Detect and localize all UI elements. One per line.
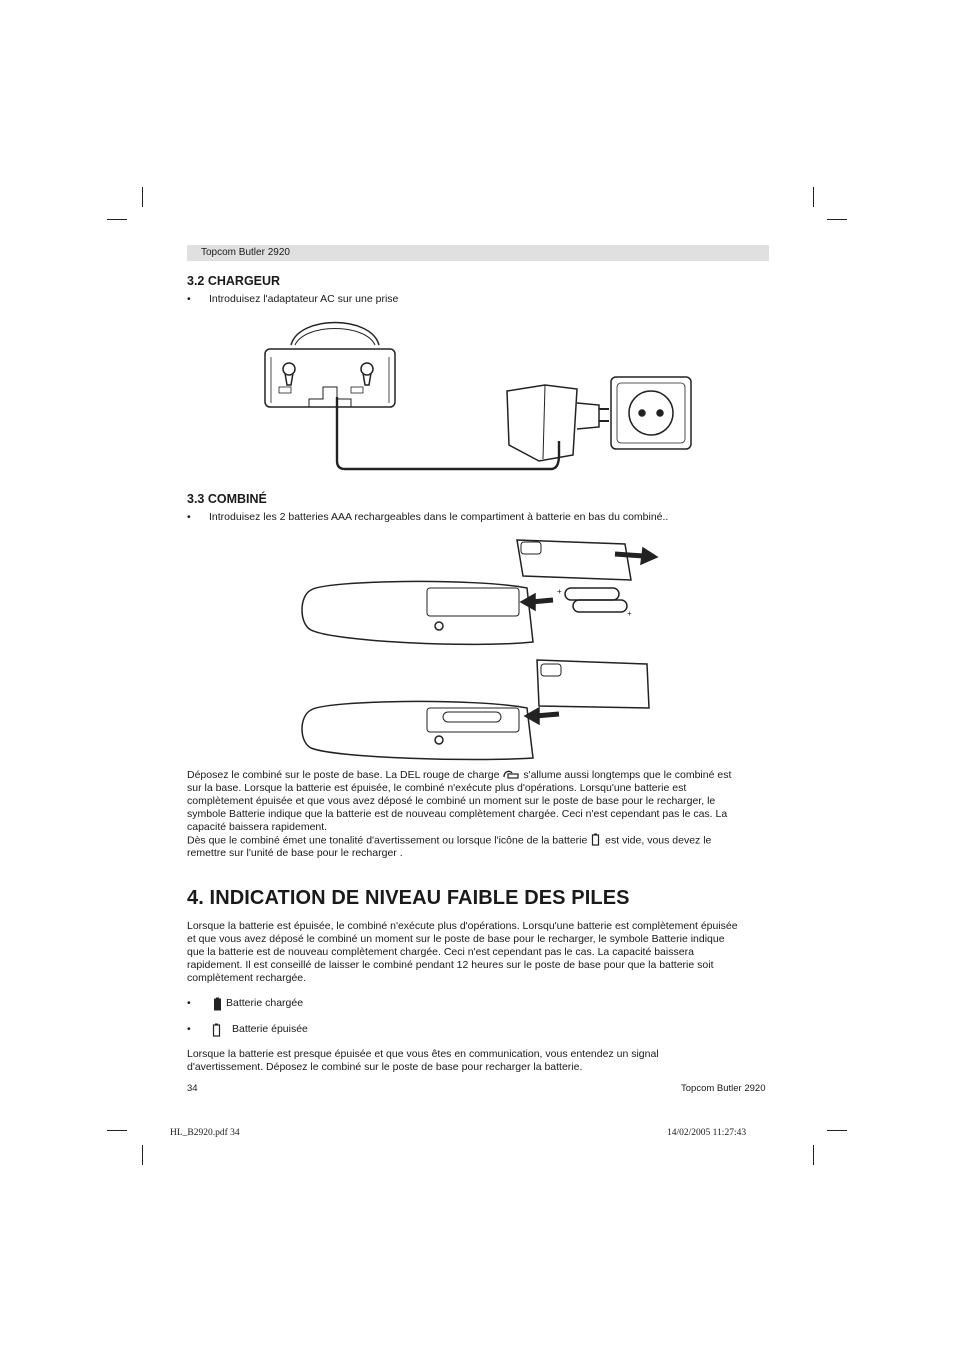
crop-mark bbox=[827, 219, 847, 220]
crop-mark bbox=[827, 1130, 847, 1131]
para-line: complètement rechargée. bbox=[187, 972, 307, 984]
arrow-icon bbox=[615, 554, 643, 556]
para-text: s'allume aussi longtemps que le combiné est bbox=[523, 769, 732, 781]
para-line: remettre sur l'unité de base pour le recharger . bbox=[187, 847, 403, 860]
page-number: 34 bbox=[187, 1083, 198, 1094]
battery-charged-icon bbox=[213, 997, 223, 1011]
para-line: que la batterie est de nouveau complètement chargée. Ceci n'est cependant pas le cas. La capacité baissera bbox=[187, 946, 694, 958]
crop-mark bbox=[107, 1130, 127, 1131]
print-file-info: HL_B2920.pdf 34 bbox=[170, 1128, 240, 1138]
bullet-text: Introduisez l'adaptateur AC sur une prise bbox=[209, 293, 399, 305]
section-title-combine: 3.3 COMBINÉ bbox=[187, 492, 267, 506]
battery-empty-icon bbox=[212, 1023, 222, 1037]
header-title: Topcom Butler 2920 bbox=[201, 247, 290, 258]
charger-illustration bbox=[255, 305, 705, 475]
footer-title: Topcom Butler 2920 bbox=[681, 1083, 766, 1094]
para-line: Lorsque la batterie est épuisée, le combiné n'exécute plus d'opérations. Lorsqu'une batterie est complètement épuisée bbox=[187, 920, 738, 932]
section-title-low-battery: 4. INDICATION DE NIVEAU FAIBLE DES PILES bbox=[187, 887, 630, 909]
para-line: et que vous avez déposé le combiné un moment sur le poste de base pour le recharger, le symbole Batterie indique bbox=[187, 933, 725, 945]
para-text: est vide, vous devez le bbox=[605, 834, 712, 847]
bullet-dot: • bbox=[187, 511, 191, 523]
crop-mark bbox=[813, 1145, 814, 1165]
para-line: rapidement. Il est conseillé de laisser le combiné pendant 12 heures sur le poste de base pour que la batterie soit bbox=[187, 959, 714, 971]
para-line: symbole Batterie indique que la batterie est de nouveau complètement chargée. Ceci n'est cependant pas le cas. La bbox=[187, 808, 728, 820]
handset-battery-illustration bbox=[295, 530, 665, 762]
bullet-text: Introduisez les 2 batteries AAA rechargeables dans le compartiment à batterie en bas du combiné.. bbox=[209, 511, 669, 523]
crop-mark bbox=[107, 219, 127, 220]
bullet-dot: • bbox=[187, 293, 191, 305]
bullet-dot: • bbox=[187, 997, 191, 1009]
para-line: sur la base. Lorsque la batterie est épuisée, le combiné n'exécute plus d'opérations. Lorsqu'une batterie est bbox=[187, 782, 687, 794]
para-line: d'avertissement. Déposez le combiné sur le poste de base pour recharger la batterie. bbox=[187, 1061, 583, 1073]
section-title-chargeur: 3.2 CHARGEUR bbox=[187, 274, 281, 288]
running-header bbox=[187, 245, 769, 261]
crop-mark bbox=[142, 187, 143, 207]
bullet-text: Batterie épuisée bbox=[232, 1023, 308, 1035]
para-line: complètement épuisée et que vous avez déposé le combiné un moment sur le poste de base pour le recharger, le bbox=[187, 795, 716, 807]
low-battery-paragraph bbox=[187, 920, 772, 985]
para-text: Dès que le combiné émet une tonalité d'avertissement ou lorsque l'icône de la batterie bbox=[187, 834, 588, 847]
battery-empty-icon bbox=[590, 833, 602, 846]
para-line: Lorsque la batterie est presque épuisée et que vous êtes en communication, vous entendez un signal bbox=[187, 1048, 659, 1060]
crop-mark bbox=[142, 1145, 143, 1165]
charging-paragraph bbox=[187, 769, 772, 860]
crop-mark bbox=[813, 187, 814, 207]
para-text: Déposez le combiné sur le poste de base. La DEL rouge de charge bbox=[187, 769, 500, 781]
plus-sign-icon: + bbox=[557, 587, 562, 596]
warning-paragraph bbox=[187, 1048, 772, 1074]
print-timestamp: 14/02/2005 11:27:43 bbox=[667, 1128, 747, 1138]
plus-sign-icon: + bbox=[627, 609, 632, 618]
charge-led-icon bbox=[502, 769, 520, 779]
bullet-dot: • bbox=[187, 1023, 191, 1035]
bullet-text: Batterie chargée bbox=[226, 997, 304, 1009]
para-line: capacité baissera rapidement. bbox=[187, 821, 328, 833]
